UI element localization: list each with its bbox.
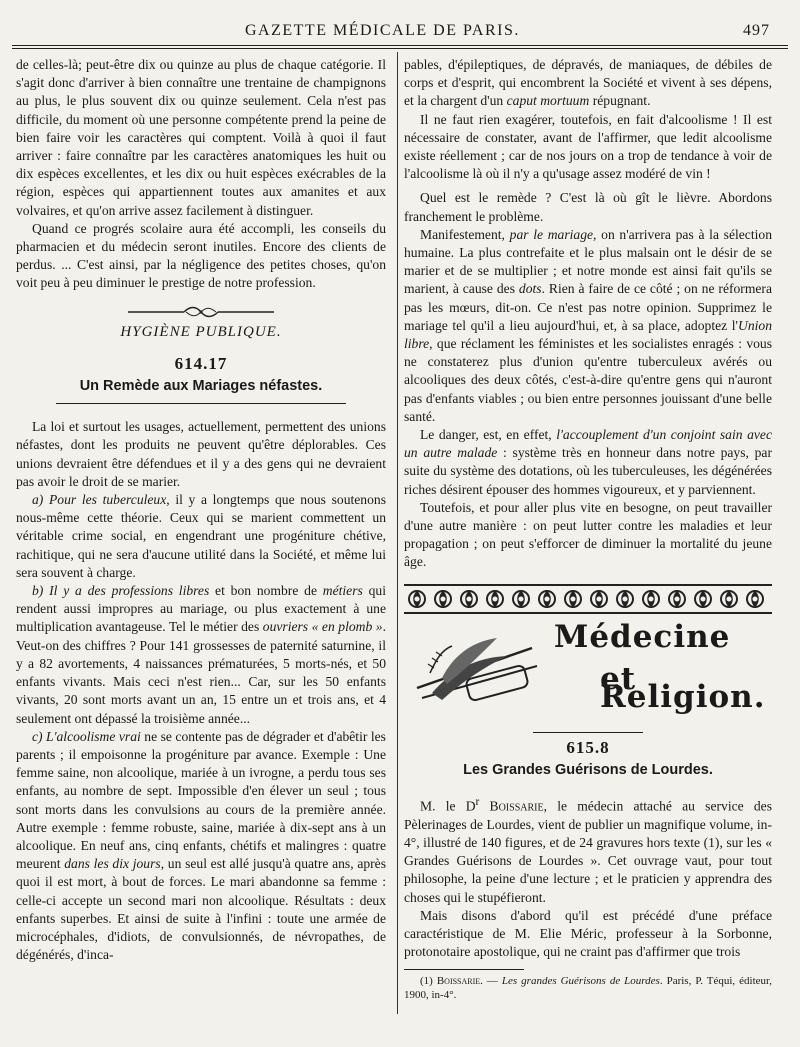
paragraph: Quand ce progrés scolaire aura été accompli, les conseils du pharmacien et du médecin seront inutiles. Encore des clients de perdus. ... C'est ainsi, par la négligence des petites choses, qu'on voit peu à peu diminuer le prestige de notre profession. bbox=[16, 220, 386, 291]
section-title: HYGIÈNE PUBLIQUE. bbox=[120, 323, 282, 340]
article-number: 615.8 bbox=[566, 737, 610, 757]
article-title: Un Remède aux Mariages néfastes. bbox=[79, 378, 323, 395]
paragraph: de celles-là; peut-être dix ou quinze au plus de chaque catégorie. Il s'agit donc d'arriver à bien connaître une trentaine de champignons au plus, le plus souvent dix ou quinze seulement. Cela n'est pas difficile, du moment où une personne compétente prend la peine de bien faire voir les caractères qui comptent. Voilà à quoi il faut arriver : faire connaître par les caractères anatomiques les huit ou dix espèces excellentes, et les dix ou huit espèces exécrables de la région, espèces qui appartiennent toutes aux amanites et aux volvaires, et qu'on arrive assez facilement à distinguer. bbox=[16, 57, 386, 218]
ornament-divider-icon bbox=[126, 305, 276, 319]
paragraph: Il ne faut rien exagérer, toutefois, en fait d'alcoolisme ! Il est nécessaire de constater, avant de l'affirmer, que ledit alcoolisme existe réellement ; car de nos jours on a trop de tendance à voir de l'alcoolisme là où il n'y a qu'usage assez modéré de vin ! bbox=[404, 111, 772, 182]
section-banner bbox=[404, 614, 772, 730]
paragraph: Le danger, est, en effet, l'accouplement d'un conjoint sain avec un autre malade : système très en honneur dans notre pays, par suite du système des dotations, où les tuberculeuses, les dégénérées riches désirent épouser des hommes vigoureux, et y parviennent. bbox=[404, 427, 772, 497]
paragraph: c) L'alcoolisme vrai ne se contente pas de dégrader et d'abêtir les parents ; il empoisonne la progéniture par avance. Exemple : Une femme saine, non alcoolique, mariée à un ivrogne, a perdu tous ses enfants, au nombre de sept. Impossible d'en élever un seul ; tous sont morts dans les convulsions au cours de la première année. Autre exemple : femme robuste, saine, mariée à dix-sept ans à un alcoolique. En neuf ans, cinq enfants, chétifs et malingres : quatre meurent dans les dix jours, un seul est allé jusqu'à quatre ans, après quoi il est mort, à bout de forces. Le mari abandonne sa femme : celle-ci accepte un second mari non alcoolique. Résultats : deux enfants superbes. Et ainsi de suite à l'infini : toute une armée de microcéphales, d'idiots, de convulsionnés, de névropathes, de dégénérés, d'inca- bbox=[16, 728, 386, 963]
ornamental-band bbox=[404, 584, 772, 614]
decorative-border-icon bbox=[404, 586, 772, 612]
paragraph: Mais disons d'abord qu'il est précédé d'une préface caractéristique de M. Elie Méric, professeur à la Sorbonne, protonotaire apostolique, qui ne craint pas d'affirmer que trois bbox=[404, 907, 772, 960]
page-number: 497 bbox=[743, 22, 770, 39]
right-column bbox=[404, 56, 772, 1002]
header-rule-double bbox=[12, 48, 788, 49]
title-rule bbox=[533, 732, 643, 733]
banner-title-line2: et Religion. bbox=[600, 660, 766, 715]
article-title: Les Grandes Guérisons de Lourdes. bbox=[463, 761, 713, 778]
column-divider bbox=[397, 52, 398, 1014]
banner-title-line1: Médecine bbox=[554, 618, 731, 655]
paragraph: Quel est le remède ? C'est là où gît le lièvre. Abordons franchement le problème. bbox=[404, 190, 772, 224]
article-number: 614.17 bbox=[174, 353, 228, 373]
paragraph: M. le $D^r$ Boissarie, le médecin attaché au service des Pèlerinages de Lourdes, vient de publier un magnifique volume, in-4°, illustré de 140 figures, et de 24 gravures hors texte (1), sur les « Grandes Guérisons de Lourdes ». Cet ouvrage vaut, pour tout philosophe, la peine d'une lecture ; et le praticien y apprendra des choses qui le stupéfieront. bbox=[404, 796, 772, 905]
paragraph: La loi et surtout les usages, actuellement, permettent des unions néfastes, dont les produits ne peuvent qu'être déplorables. Ces unions devraient être défendues et il y a des gens qui ne devraient pas avoir le droit de se marier. bbox=[16, 419, 386, 489]
quill-scroll-icon bbox=[412, 628, 542, 718]
page-header bbox=[0, 14, 800, 40]
header-rule bbox=[12, 45, 788, 46]
paragraph: Toutefois, et pour aller plus vite en besogne, on peut travailler d'une autre manière : on peut lutter contre les maladies et leur propagation ; on peut s'efforcer de diminuer la mortalité du jeune âge. bbox=[404, 499, 772, 570]
left-column bbox=[16, 56, 386, 964]
paragraph: b) Il y a des professions libres et bon nombre de métiers qui rendent aussi impropres au mariage, ou plus exactement à une multiplication avantageuse. Tel le métier des ouvriers « en plomb ». Veut-on des chiffres ? Pour 141 grossesses de paternité saturnine, il y a 82 avortements, 4 naissances prématurées, 5 morts-nés, et 50 enfants vivants. Mais ceci n'est rien... Car, sur les 50 enfants vivants, 20 sont morts avant un an, 15 entre un et trois ans, et 4 seulement ont dépassé la troisième année... bbox=[16, 583, 386, 726]
paragraph: a) Pour les tuberculeux, il y a longtemps que nous soutenons nous-même cette théorie. Ceux qui se marient commettent un véritable crime social, en engendrant une progéniture chétive, rachitique, qui ne sera d'aucune utilité dans la Société, et même lui sera souvent à charge. bbox=[16, 492, 386, 580]
paragraph: pables, d'épileptiques, de dépravés, de maniaques, de débiles de corps et d'esprit, qui encombrent la Société et vivent à ses dépens, et la chargent d'un caput mortuum répugnant. bbox=[404, 57, 772, 109]
title-rule bbox=[56, 403, 346, 404]
footnote: (1) Boissarie. — Les grandes Guérisons de Lourdes. Paris, P. Téqui, éditeur, 1900, in-4°. bbox=[404, 975, 772, 1002]
footnote-rule bbox=[404, 969, 524, 970]
paragraph: Manifestement, par le mariage, on n'arrivera pas à la sélection humaine. La plus contrefaite et le plus malsain ont le désir de se marier et de se multiplier ; et notre monde est ainsi fait qu'ils se marient, à cause des dots. Rien à faire de ce côté ; on ne réformera pas les mœurs, dit-on. Ce n'est pas notre opinion. Supprimez le mariage tel qu'il a lieu aujourd'hui, et, à sa place, adoptez l'Union libre, que réclament les féministes et les socialistes enragés : vous ne constaterez plus d'union qu'entre tuberculeux avérés ou alcooliques des deux côtés, c'est-à-dire qu'entre gens qui n'auront pas d'enfants viables ; ou bien entre personnes jouissant d'une belle santé. bbox=[404, 226, 772, 424]
journal-title: GAZETTE MÉDICALE DE PARIS. bbox=[245, 22, 520, 39]
